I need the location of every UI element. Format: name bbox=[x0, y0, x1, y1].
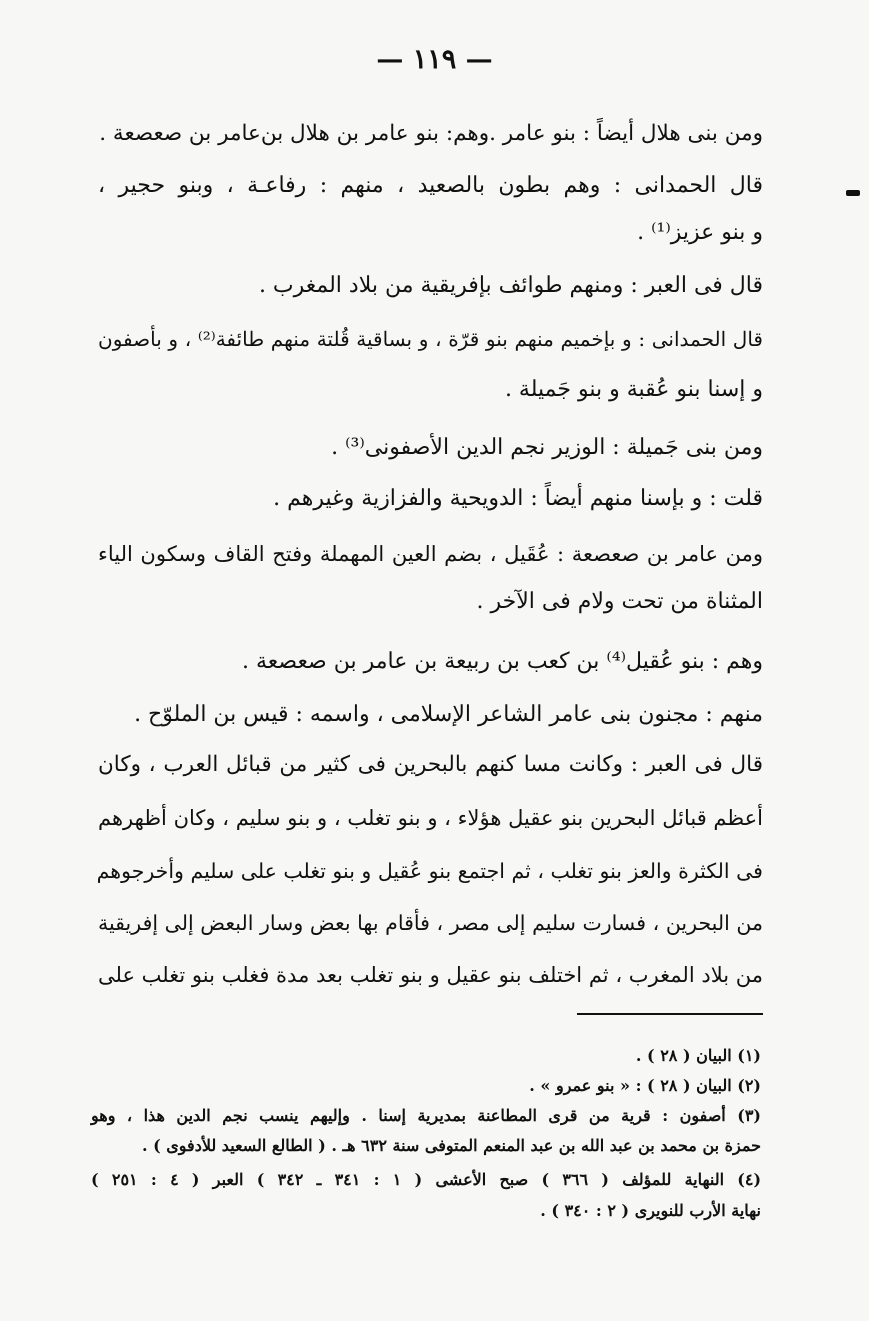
body-line: ومن بنى جَميلة : الوزير نجم الدين الأصفونى⁽³⁾ . bbox=[331, 435, 763, 460]
body-line: و إسنا بنو عُقبة و بنو جَميلة . bbox=[504, 377, 763, 402]
body-line: قال الحمدانى : و بإخميم منهم بنو قرّة ، و بساقية قُلتة منهم طائفة⁽²⁾ ، و بأصفون bbox=[98, 327, 763, 351]
body-line: وهم : بنو عُقيل⁽⁴⁾ بن كعب بن ربيعة بن عامر بن صعصعة . bbox=[241, 649, 763, 674]
body-line: من البحرين ، فسارت سليم إلى مصر ، فأقام بها بعض وسار البعض إلى إفريقية bbox=[98, 911, 763, 935]
footnote-line: (٣) أصفون : قرية من قرى المطاعنة بمديرية إسنا . وإليهم ينسب نجم الدين هذا ، وهو bbox=[91, 1106, 761, 1125]
body-line: المثناة من تحت ولام فى الآخر . bbox=[476, 589, 763, 614]
body-line: قال فى العبر : ومنهم طوائف بإفريقية من بلاد المغرب . bbox=[258, 273, 763, 298]
footnote-line: (١) البيان ( ٢٨ ) . bbox=[635, 1046, 761, 1065]
body-line: قلت : و بإسنا منهم أيضاً : الدويحية والفزازية وغيرهم . bbox=[273, 486, 763, 511]
body-line: فى الكثرة والعز بنو تغلب ، ثم اجتمع بنو عُقيل و بنو تغلب على سليم وأخرجوهم bbox=[96, 859, 763, 883]
body-line: أعظم قبائل البحرين بنو عقيل هؤلاء ، و بنو تغلب ، و بنو سليم ، وكان أظهرهم bbox=[98, 806, 763, 830]
footnote-line: نهاية الأرب للنويرى ( ٢ : ٣٤٠ ) . bbox=[540, 1201, 761, 1220]
body-line: و بنو عزيز⁽¹⁾ . bbox=[637, 220, 763, 245]
footnote-line: (٤) النهاية للمؤلف ( ٣٦٦ ) صبح الأعشى ( ١ : ٣٤١ ـ ٣٤٢ ) العبر ( ٤ : ٢٥١ ) bbox=[91, 1170, 762, 1189]
body-line: ومن عامر بن صعصعة : عُقَيل ، بضم العين المهملة وفتح القاف وسكون الياء bbox=[98, 542, 763, 566]
margin-mark bbox=[846, 190, 860, 196]
body-line: ومن بنى هلال أيضاً : بنو عامر .وهم: بنو عامر بن هلال بن‌عامر بن صعصعة . bbox=[99, 121, 763, 146]
body-line: من بلاد المغرب ، ثم اختلف بنو عقيل و بنو تغلب بعد مدة فغلب بنو تغلب على bbox=[98, 963, 763, 987]
body-line: قال الحمدانى : وهم بطون بالصعيد ، منهم : رفاعـة ، وبنو حجير ، bbox=[98, 173, 763, 198]
body-line: منهم : مجنون بنى عامر الشاعر الإسلامى ، واسمه : قيس بن الملوّح . bbox=[134, 702, 763, 727]
footnote-separator bbox=[577, 1013, 763, 1015]
body-line: قال فى العبر : وكانت مسا كنهم بالبحرين فى كثير من قبائل العرب ، وكان bbox=[98, 752, 763, 777]
page-number: — ١١٩ — bbox=[376, 44, 493, 75]
footnote-line: (٢) البيان ( ٢٨ ) : « بنو عمرو » . bbox=[529, 1076, 761, 1095]
footnote-line: حمزة بن محمد بن عبد الله بن عبد المنعم المتوفى سنة ٦٣٢ هـ . ( الطالع السعيد للأدفوى ) . bbox=[141, 1136, 761, 1155]
